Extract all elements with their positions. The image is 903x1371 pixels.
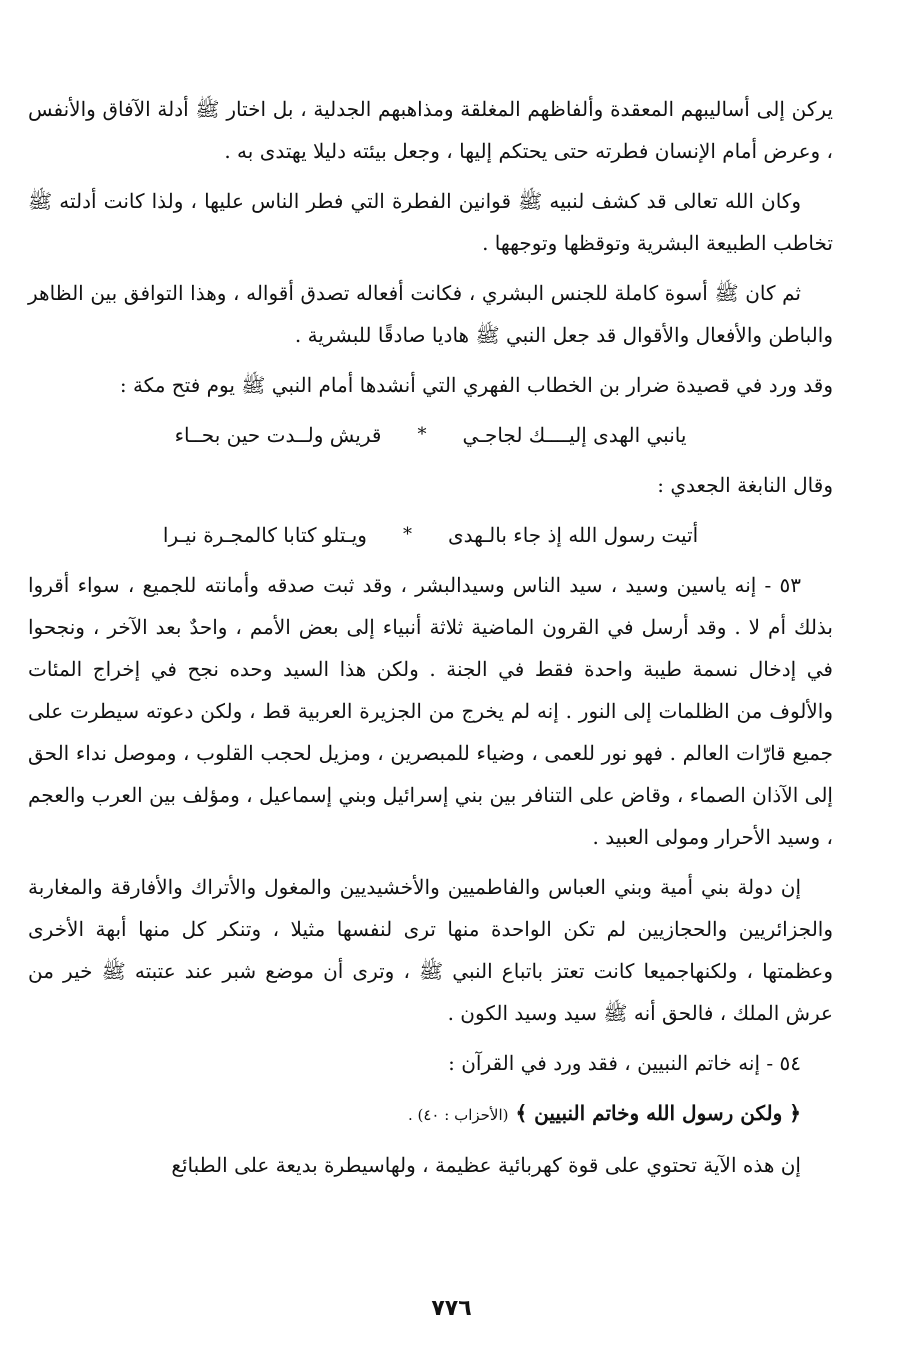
verse-separator: *	[402, 524, 412, 545]
quran-open-bracket: ﴿	[789, 1101, 801, 1125]
paragraph-2: وكان الله تعالى قد كشف لنبيه ﷺ قوانين الفطرة التي فطر الناس عليها ، ولذا كانت أدلته ﷺ تخاطب الطبيعة البشرية وتوقظها وتوجهها .	[28, 189, 833, 255]
paragraph-7: إن دولة بني أمية وبني العباس والفاطميين والأخشيديين والمغول والأتراك والأفارقة والمغاربة والجزائريين والحجازيين لم تكن الواحدة منها ترى لنفسها مثيلا ، وتنكر كل منها أبهة الأخرى وعظمتها ، ولكنهاجميعا كانت تعتز باتباع النبي ﷺ ، وترى أن موضع شبر عند عتبته ﷺ خير من عرش الملك ، فالحق أنه ﷺ سيد وسيد الكون .	[28, 875, 833, 1025]
verse-2-second-hemistich: ويـتلو كتابا كالمجـرة نيـرا	[162, 523, 367, 547]
quran-verse-text: ولكن رسول الله وخاتم النبيين	[534, 1101, 783, 1125]
quran-close-bracket: ﴾	[515, 1101, 528, 1125]
page-number: ٧٧٦	[431, 1296, 472, 1321]
paragraph-4: وقد ورد في قصيدة ضرار بن الخطاب الفهري التي أنشدها أمام النبي ﷺ يوم فتح مكة :	[119, 373, 833, 397]
verse-1-first-hemistich: يانبي الهدى إليــــك لجاجـي	[462, 423, 687, 447]
page-body	[28, 88, 833, 1194]
paragraph-5: وقال النابغة الجعدي :	[657, 473, 833, 497]
paragraph-9: إن هذه الآية تحتوي على قوة كهربائية عظيمة ، ولهاسيطرة بديعة على الطبائع	[171, 1153, 801, 1177]
quran-reference: (الأحزاب : ٤٠) .	[407, 1106, 509, 1124]
verse-1-second-hemistich: قريش ولــدت حين بحــاء	[174, 423, 382, 447]
quran-verse	[28, 1092, 833, 1136]
paragraph-6: ٥٣ - إنه ياسين وسيد ، سيد الناس وسيدالبشر ، وقد ثبت صدقه وأمانته للجميع ، سواء أقروا بذلك أم لا . وقد أرسل في القرون الماضية ثلاثة أنبياء إلى بعض الأمم ، واحدٌ بعد الآخر ، ونجحوا في إدخال نسمة طيبة واحدة فقط في الجنة . ولكن هذا السيد وحده نجح في إخراج المئات والألوف من الظلمات إلى النور . إنه لم يخرج من الجزيرة العربية قط ، ولكن دعوته سيطرت على جميع قارّات العالم . فهو نور للعمى ، وضياء للمبصرين ، ومزيل لحجب القلوب ، وموصل نداء الحق إلى الآذان الصماء ، وقاض على التنافر بين بني إسرائيل وبني إسماعيل ، ومؤلف بين العرب والعجم ، وسيد الأحرار ومولى العبيد .	[28, 573, 833, 849]
poem-verse-2	[28, 514, 833, 556]
verse-2-first-hemistich: أتيت رسول الله إذ جاء بالـهدى	[447, 523, 699, 547]
paragraph-8: ٥٤ - إنه خاتم النبيين ، فقد ورد في القرآن :	[448, 1051, 801, 1075]
verse-separator: *	[417, 424, 427, 445]
paragraph-3: ثم كان ﷺ أسوة كاملة للجنس البشري ، فكانت أفعاله تصدق أقواله ، وهذا التوافق بين الظاهر والباطن والأفعال والأقوال قد جعل النبي ﷺ هاديا صادقًا للبشرية .	[28, 281, 833, 347]
paragraph-1: يركن إلى أساليبهم المعقدة وألفاظهم المغلقة ومذاهبهم الجدلية ، بل اختار ﷺ أدلة الآفاق والأنفس ، وعرض أمام الإنسان فطرته حتى يحتكم إليها ، وجعل بيئته دليلا يهتدى به .	[28, 97, 833, 163]
poem-verse-1	[28, 414, 833, 456]
